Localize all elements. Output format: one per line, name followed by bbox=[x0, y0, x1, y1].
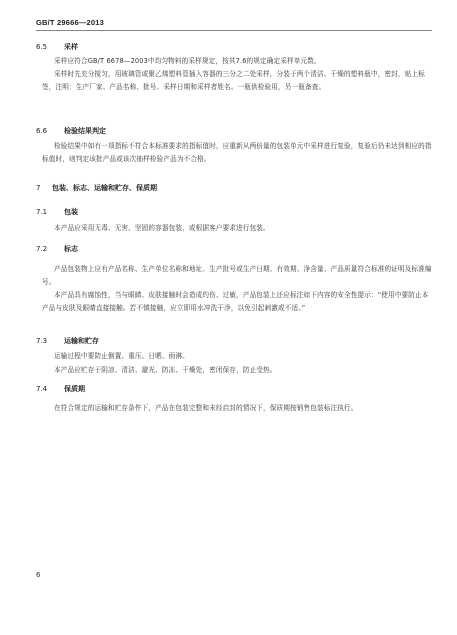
paragraph: 产品包装物上应有产品名称、生产单位名称和地址、生产批号或生产日期、有效期、净含量、产品质量符合标准的证明及标准编号。 bbox=[42, 265, 432, 286]
section-number: 7.3 bbox=[36, 337, 48, 345]
section-heading-7-2 bbox=[36, 244, 78, 254]
paragraph: 采样时先充分搅匀，用玻璃管或聚乙烯塑料管插入容器的三分之二处采样，分装于两个清洁、干燥的塑料瓶中，密封，贴上标签，注明：生产厂家、产品名称、批号、采样日期和采样者姓名。一瓶供检验用，另一瓶备查。 bbox=[42, 70, 425, 91]
section-heading-7-3 bbox=[36, 336, 99, 346]
section-title: 包装、标志、运输和贮存、保质期 bbox=[52, 184, 157, 192]
paragraph: 运输过程中要防止倒置、重压、日晒、雨淋。 bbox=[54, 352, 189, 360]
section-number: 7.4 bbox=[36, 385, 48, 393]
section-title: 包装 bbox=[64, 208, 78, 216]
section-number: 6.5 bbox=[36, 43, 48, 51]
section-heading-7-4 bbox=[36, 384, 85, 394]
paragraph: 检验结果中如有一项指标不符合本标准要求的指标值时，应重新从两倍量的包装单元中采样进行复验，复验后仍未达到相应的指标值时，则判定该批产品或该次抽样检验产品为不合格。 bbox=[42, 142, 432, 163]
section-number: 6.6 bbox=[36, 127, 48, 135]
section-title: 运输和贮存 bbox=[64, 337, 99, 345]
paragraph: 本产品应采用无毒、无害、坚固的容器包装，或根据客户要求进行包装。 bbox=[54, 224, 270, 232]
section-heading-7 bbox=[36, 183, 157, 193]
section-heading-7-1 bbox=[36, 207, 78, 217]
page-number: 6 bbox=[36, 571, 41, 579]
section-heading-6-6 bbox=[36, 126, 106, 136]
section-heading-6-5 bbox=[36, 42, 78, 52]
section-number: 7.2 bbox=[36, 245, 48, 253]
paragraph: 本产品具有腐蚀性，当与眼睛、皮肤接触时会造成灼伤、过敏，产品包装上还应标注如下内容的安全性提示：“使用中要防止本产品与皮肤及眼睛直接接触。若不慎接触，应立即用水冲洗干净，以免引起刺激或不适。” bbox=[42, 291, 429, 312]
section-title: 采样 bbox=[64, 43, 78, 51]
standard-number-header: GB/T 29666—2013 bbox=[36, 18, 105, 27]
paragraph: 本产品应贮存于阴凉、清洁、避光、防冻、干燥处，密闭保存，防止受热。 bbox=[54, 366, 277, 374]
section-title: 保质期 bbox=[64, 385, 85, 393]
section-number: 7.1 bbox=[36, 208, 48, 216]
paragraph: 在符合规定的运输和贮存条件下，产品在包装完整和未经启封的情况下，保质期按销售包装标注执行。 bbox=[54, 404, 358, 412]
section-title: 检验结果判定 bbox=[64, 127, 106, 135]
header-divider bbox=[36, 30, 432, 31]
section-title: 标志 bbox=[64, 245, 78, 253]
paragraph: 采样应符合GB/T 6678—2003中均匀物料的采样规定，按其7.6的规定确定采样单元数。 bbox=[54, 57, 321, 65]
section-number: 7 bbox=[36, 184, 41, 192]
